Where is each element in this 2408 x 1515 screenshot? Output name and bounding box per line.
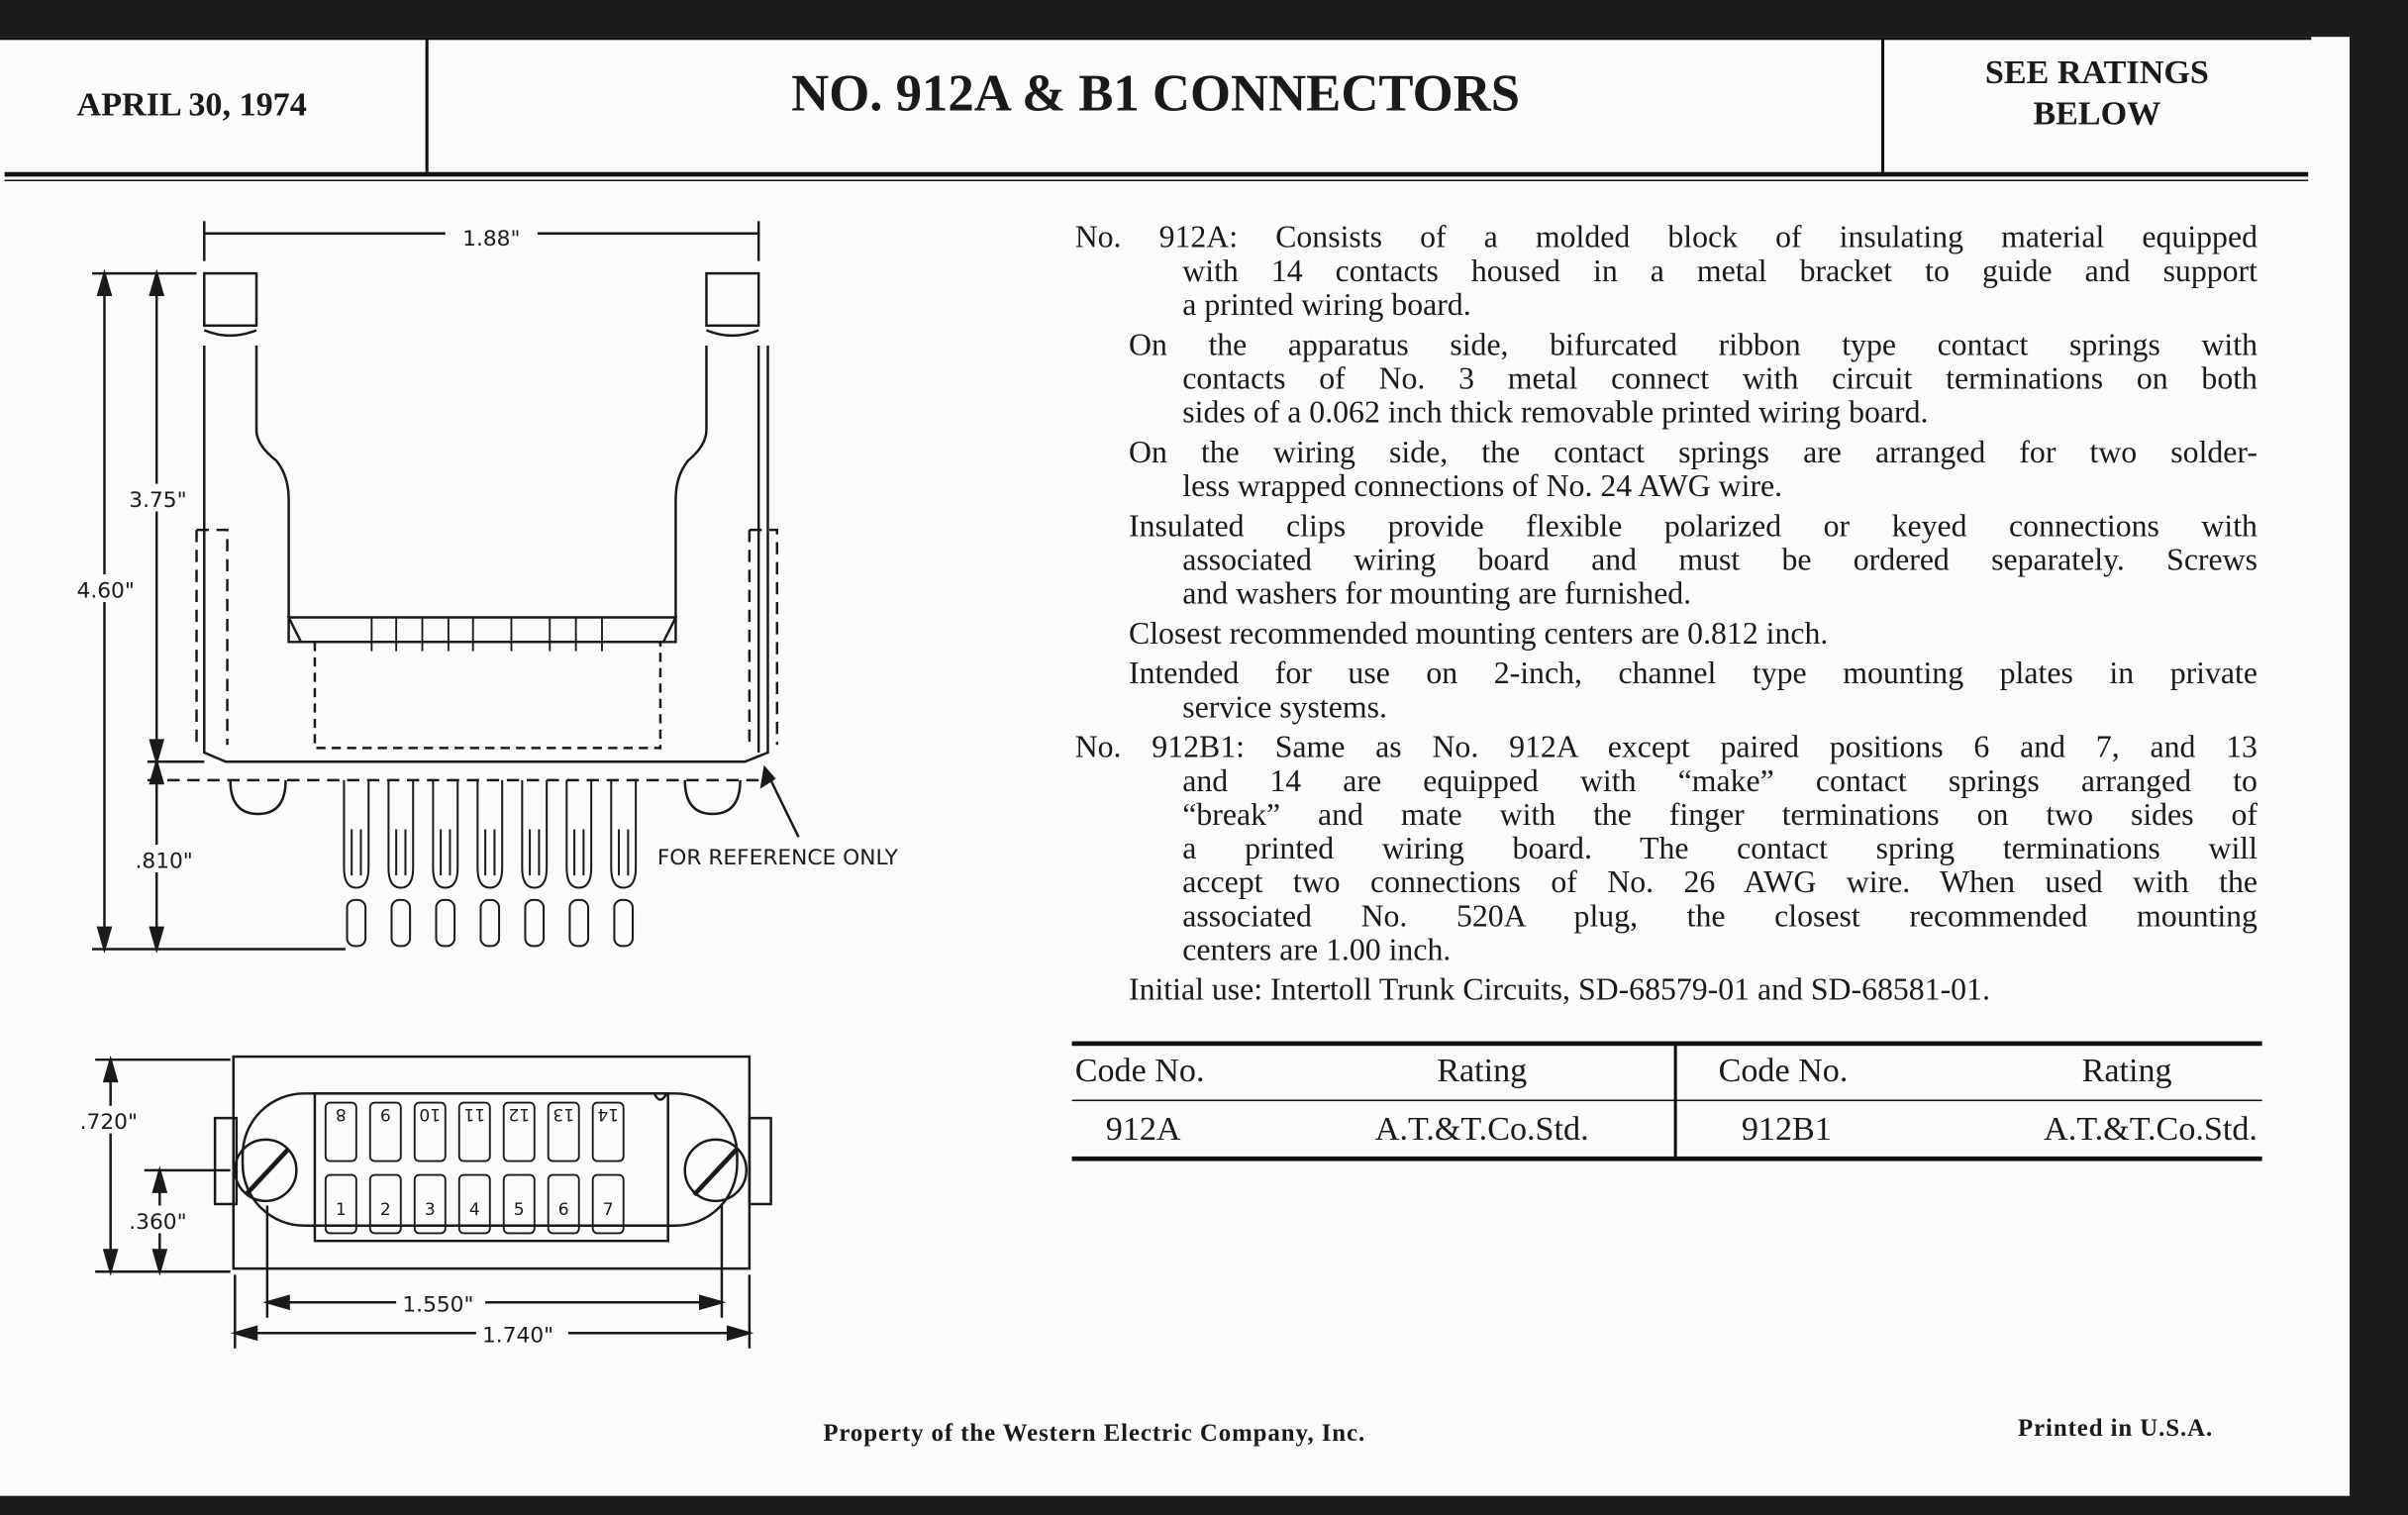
paragraph-line: and 14 are equipped with “make” contact springs arranged to (1182, 764, 2258, 799)
paragraph-line: Closest recommended mounting centers are 0.812 inch. (1128, 617, 1829, 652)
side-view (69, 221, 899, 949)
description-paragraph (1075, 973, 2258, 1007)
pin-number: 1 (335, 1199, 347, 1220)
paragraph-line: less wrapped connections of No. 24 AWG wire. (1182, 469, 1783, 504)
paragraph-line: sides of a 0.062 inch thick removable printed wiring board. (1182, 396, 1929, 431)
ratings-note-line: BELOW (2033, 93, 2161, 133)
table-rule (1072, 1157, 2262, 1162)
table-cell-code: 912A (1105, 1108, 1181, 1148)
paragraph-line: Initial use: Intertoll Trunk Circuits, SD-68579-01 and SD-68581-01. (1128, 973, 1990, 1008)
table-cell-code: 912B1 (1741, 1108, 1832, 1148)
contact-pin (433, 780, 457, 888)
table-header-code: Code No. (1074, 1050, 1205, 1089)
paragraph-line: and washers for mounting are furnished. (1182, 577, 1692, 612)
paragraph-line: centers are 1.00 inch. (1182, 934, 1452, 968)
printed-notice: Printed in U.S.A. (2018, 1416, 2214, 1443)
wire-wrap-terminal (480, 900, 499, 947)
paragraph-line: No. 912B1: Same as No. 912A except paired positions 6 and 7, and 13 (1074, 731, 2258, 765)
description (1075, 221, 2258, 1007)
table-cell-rating: A.T.&T.Co.Std. (2044, 1108, 2258, 1148)
paragraph-line: a printed wiring board. The contact spring terminations will (1182, 832, 2258, 866)
pin-number: 6 (557, 1199, 569, 1220)
paragraph-line: On the apparatus side, bifurcated ribbon type contact springs with (1128, 328, 2258, 363)
dim-width-label: 1.88" (462, 227, 521, 252)
paragraph-line: “break” and mate with the finger terminations on two sides of (1182, 798, 2258, 833)
description-paragraph (1075, 657, 2258, 725)
contact-pin (522, 780, 547, 888)
paragraph-line: a printed wiring board. (1182, 288, 1471, 323)
description-paragraph (1075, 329, 2258, 430)
contact-pin (477, 780, 502, 888)
header-divider (1881, 37, 1884, 171)
dim-360-label: .360" (129, 1209, 187, 1235)
pin-number: 4 (468, 1199, 480, 1220)
paragraph-line: No. 912A: Consists of a molded block of insulating material equipped (1074, 221, 2258, 255)
wire-wrap-terminal (569, 900, 588, 947)
table-divider (1674, 1043, 1676, 1158)
reference-note: FOR REFERENCE ONLY (656, 846, 898, 871)
connector-drawing (0, 0, 1075, 1382)
description-paragraph (1075, 221, 2258, 322)
table-header-rating: Rating (1437, 1050, 1528, 1089)
dim-1550-label: 1.550" (402, 1292, 474, 1318)
property-notice: Property of the Western Electric Company, Inc. (823, 1420, 1366, 1448)
spec-card (0, 37, 2350, 1495)
pin-number: 3 (424, 1199, 436, 1220)
paragraph-line: with 14 contacts housed in a metal bracket to guide and support (1182, 254, 2258, 289)
contact-pin (344, 780, 368, 888)
dim-375-label: 3.75" (129, 487, 187, 513)
paragraph-line: contacts of No. 3 metal connect with circuit terminations on both (1182, 362, 2258, 397)
description-paragraph (1075, 618, 2258, 652)
wire-wrap-terminal (436, 900, 454, 947)
pin-number: 5 (513, 1199, 525, 1220)
pin-number: 10 (419, 1103, 442, 1124)
paragraph-line: service systems. (1182, 690, 1387, 726)
paragraph-line: associated No. 520A plug, the closest recommended mounting (1182, 899, 2258, 935)
pin-number: 7 (602, 1199, 614, 1220)
table-header-rating: Rating (2081, 1050, 2172, 1089)
pin-number: 14 (597, 1103, 620, 1124)
paragraph-line: On the wiring side, the contact springs are arranged for two solder- (1128, 436, 2258, 470)
wire-wrap-terminal (614, 900, 633, 947)
ratings-note (1886, 50, 2309, 134)
wire-wrap-terminal (392, 900, 411, 947)
contact-pin (566, 780, 591, 888)
table-rule (1072, 1042, 2262, 1047)
ratings-note-line: SEE RATINGS (1984, 51, 2209, 91)
dim-1740-label: 1.740" (482, 1323, 554, 1349)
pin-number: 2 (379, 1199, 391, 1220)
front-view (77, 1057, 771, 1349)
contact-pin (388, 780, 413, 888)
description-paragraph (1075, 731, 2258, 967)
description-paragraph (1075, 436, 2258, 503)
dim-720-label: .720" (79, 1109, 138, 1135)
pin-number: 8 (335, 1103, 347, 1124)
pin-number: 11 (463, 1103, 486, 1124)
pin-number: 13 (552, 1103, 575, 1124)
issue-date: APRIL 30, 1974 (76, 84, 307, 124)
contact-pin (611, 780, 636, 888)
paragraph-line: associated wiring board and must be ordered separately. Screws (1182, 544, 2258, 578)
pin-number: 9 (379, 1103, 391, 1124)
table-header-code: Code No. (1718, 1050, 1849, 1089)
wire-wrap-terminal (348, 900, 366, 947)
dim-460-label: 4.60" (76, 578, 135, 604)
page-title: NO. 912A & B1 CONNECTORS (791, 65, 1521, 124)
table-cell-rating: A.T.&T.Co.Std. (1374, 1108, 1589, 1148)
table-rule (1072, 1100, 2262, 1102)
paragraph-line: Insulated clips provide flexible polarized or keyed connections with (1128, 509, 2258, 545)
dim-810-label: .810" (135, 849, 193, 874)
paragraph-line: Intended for use on 2-inch, channel type mounting plates in private (1128, 656, 2258, 691)
paragraph-line: accept two connections of No. 26 AWG wire. When used with the (1182, 865, 2258, 900)
description-paragraph (1075, 510, 2258, 611)
pin-number: 12 (508, 1103, 531, 1124)
wire-wrap-terminal (525, 900, 544, 947)
